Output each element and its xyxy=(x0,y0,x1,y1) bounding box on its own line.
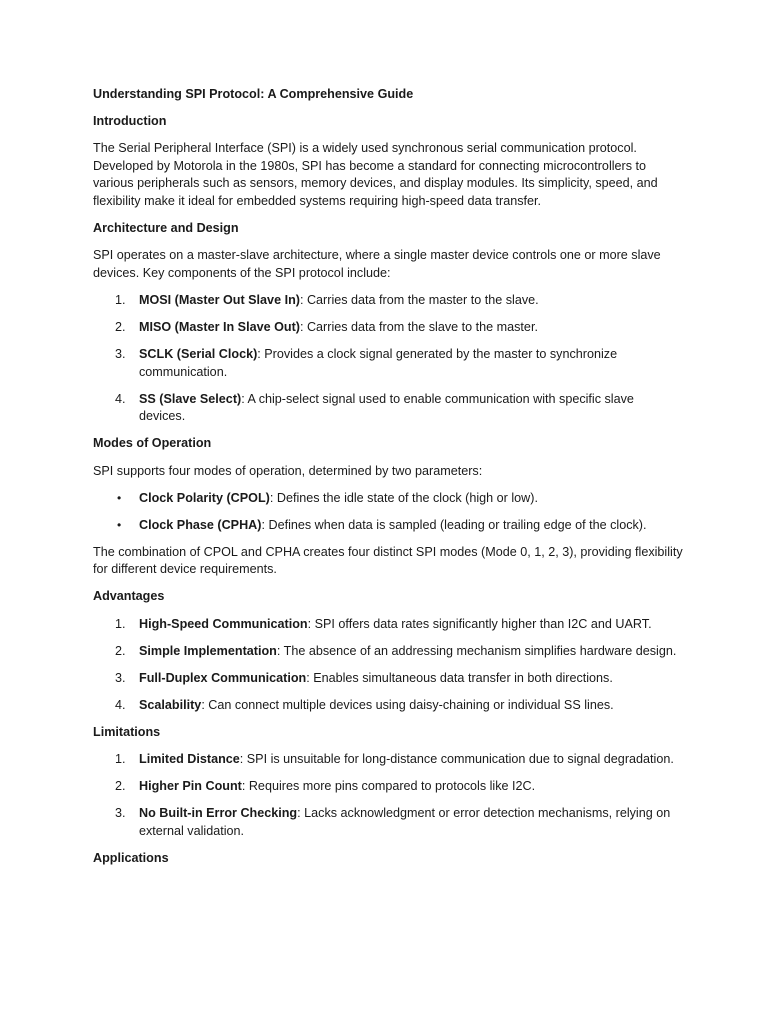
list-item xyxy=(93,391,683,426)
list-term: MOSI (Master Out Slave In) xyxy=(139,292,300,307)
advantages-list xyxy=(93,616,683,715)
architecture-heading: Architecture and Design xyxy=(93,221,239,236)
modes-paragraph: SPI supports four modes of operation, determined by two parameters: xyxy=(93,463,483,478)
document-title: Understanding SPI Protocol: A Comprehensive Guide xyxy=(93,87,414,101)
list-desc: : The absence of an addressing mechanism simplifies hardware design. xyxy=(276,643,677,658)
list-term: SS (Slave Select) xyxy=(139,391,242,406)
list-desc: : Defines the idle state of the clock (high or low). xyxy=(269,490,538,505)
list-marker: 3. xyxy=(115,806,126,821)
list-marker: 4. xyxy=(115,697,126,712)
limitations-heading: Limitations xyxy=(93,724,161,739)
list-desc: : Requires more pins compared to protocols like I2C. xyxy=(241,779,536,794)
list-item xyxy=(93,670,683,688)
list-desc: : SPI is unsuitable for long-distance communication due to signal degradation. xyxy=(239,752,674,767)
list-term: Scalability xyxy=(139,697,202,712)
list-item xyxy=(93,616,683,634)
list-item xyxy=(93,697,683,715)
list-item xyxy=(93,319,683,337)
list-term: SCLK (Serial Clock) xyxy=(139,347,258,362)
list-item xyxy=(93,805,683,840)
intro-heading: Introduction xyxy=(93,114,167,129)
list-marker: 2. xyxy=(115,779,126,794)
list-item xyxy=(93,643,683,661)
list-marker: 1. xyxy=(115,292,126,307)
list-item xyxy=(93,517,683,535)
intro-paragraph: The Serial Peripheral Interface (SPI) is a widely used synchronous serial communication protocol. Developed by Motorola in the 1980s, SPI has become a standard for connecting microcontrollers to various peripherals such as sensors, memory devices, and display modules. Its simplicity, speed, and flexibility make it ideal for embedded systems requiring high-speed data transfer. xyxy=(93,141,658,208)
list-item xyxy=(93,346,683,381)
limitations-list xyxy=(93,751,683,840)
list-marker: 2. xyxy=(115,643,126,658)
list-item xyxy=(93,751,683,769)
bullet-icon: • xyxy=(117,517,122,532)
list-term: Limited Distance xyxy=(139,752,240,767)
list-term: Clock Polarity (CPOL) xyxy=(139,490,270,505)
list-term: Clock Phase (CPHA) xyxy=(139,517,262,532)
document-page xyxy=(93,86,683,877)
list-desc: : Carries data from the slave to the master. xyxy=(299,319,538,334)
modes-paragraph-2: The combination of CPOL and CPHA creates four distinct SPI modes (Mode 0, 1, 2, 3), providing flexibility for different device requirements. xyxy=(93,544,683,577)
list-desc: : Enables simultaneous data transfer in both directions. xyxy=(306,670,613,685)
list-term: High-Speed Communication xyxy=(139,616,308,631)
list-desc: : A chip-select signal used to enable communication with specific slave devices. xyxy=(139,391,634,424)
list-marker: 3. xyxy=(115,670,126,685)
list-term: MISO (Master In Slave Out) xyxy=(139,319,300,334)
list-desc: : Provides a clock signal generated by the master to synchronize communication. xyxy=(139,347,618,379)
modes-list xyxy=(93,490,683,535)
list-marker: 1. xyxy=(115,616,126,631)
advantages-heading: Advantages xyxy=(93,589,165,604)
list-term: Higher Pin Count xyxy=(139,779,242,794)
applications-heading: Applications xyxy=(93,850,169,865)
list-term: Simple Implementation xyxy=(139,643,277,658)
list-term: No Built-in Error Checking xyxy=(139,806,298,821)
list-marker: 3. xyxy=(115,347,126,362)
bullet-icon: • xyxy=(117,490,122,505)
list-desc: : Carries data from the master to the slave. xyxy=(299,292,539,307)
list-marker: 2. xyxy=(115,319,126,334)
architecture-list xyxy=(93,292,683,426)
list-desc: : Lacks acknowledgment or error detection mechanisms, relying on external validation. xyxy=(139,806,671,838)
list-item xyxy=(93,778,683,796)
list-item xyxy=(93,490,683,508)
list-marker: 4. xyxy=(115,391,126,406)
list-item xyxy=(93,292,683,310)
list-marker: 1. xyxy=(115,752,126,767)
architecture-paragraph: SPI operates on a master-slave architecture, where a single master device controls one or more slave devices. Key components of the SPI protocol include: xyxy=(93,248,661,280)
list-desc: : SPI offers data rates significantly higher than I2C and UART. xyxy=(307,616,652,631)
list-desc: : Defines when data is sampled (leading or trailing edge of the clock). xyxy=(261,517,647,532)
list-term: Full-Duplex Communication xyxy=(139,670,307,685)
modes-heading: Modes of Operation xyxy=(93,436,212,451)
list-desc: : Can connect multiple devices using daisy-chaining or individual SS lines. xyxy=(201,697,614,712)
